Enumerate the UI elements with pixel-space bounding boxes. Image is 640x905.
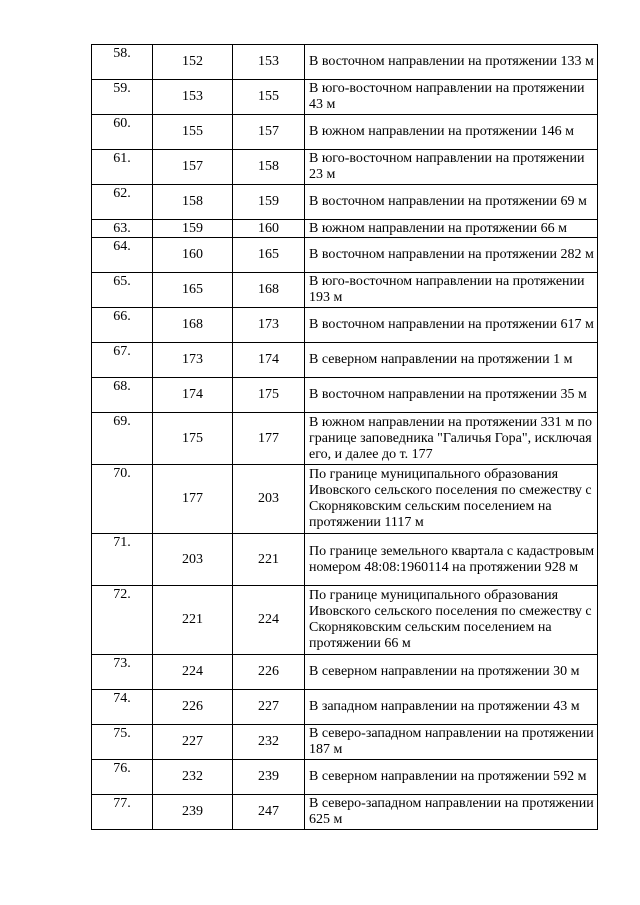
point-from: 227 xyxy=(153,725,233,760)
table-row xyxy=(92,80,598,115)
point-to: 175 xyxy=(233,378,305,413)
point-to: 165 xyxy=(233,238,305,273)
point-from: 168 xyxy=(153,308,233,343)
point-to: 224 xyxy=(233,586,305,655)
row-description: В юго-восточном направлении на протяжении 23 м xyxy=(305,150,598,185)
point-from: 160 xyxy=(153,238,233,273)
point-to: 168 xyxy=(233,273,305,308)
point-to: 203 xyxy=(233,465,305,534)
point-to: 157 xyxy=(233,115,305,150)
row-description: В южном направлении на протяжении 66 м xyxy=(305,220,598,238)
table-row xyxy=(92,534,598,586)
table-row xyxy=(92,586,598,655)
point-from: 173 xyxy=(153,343,233,378)
point-from: 239 xyxy=(153,795,233,830)
point-from: 157 xyxy=(153,150,233,185)
table-row xyxy=(92,115,598,150)
point-to: 221 xyxy=(233,534,305,586)
point-to: 159 xyxy=(233,185,305,220)
point-to: 226 xyxy=(233,655,305,690)
point-from: 152 xyxy=(153,45,233,80)
row-number: 66. xyxy=(92,308,153,343)
row-number: 64. xyxy=(92,238,153,273)
point-to: 177 xyxy=(233,413,305,465)
point-to: 153 xyxy=(233,45,305,80)
row-description: В юго-восточном направлении на протяжении 43 м xyxy=(305,80,598,115)
row-number: 68. xyxy=(92,378,153,413)
point-to: 232 xyxy=(233,725,305,760)
table-row xyxy=(92,238,598,273)
point-to: 158 xyxy=(233,150,305,185)
point-from: 221 xyxy=(153,586,233,655)
point-from: 226 xyxy=(153,690,233,725)
row-number: 61. xyxy=(92,150,153,185)
point-from: 177 xyxy=(153,465,233,534)
row-description: В восточном направлении на протяжении 35 м xyxy=(305,378,598,413)
row-number: 60. xyxy=(92,115,153,150)
point-from: 203 xyxy=(153,534,233,586)
row-number: 67. xyxy=(92,343,153,378)
point-from: 153 xyxy=(153,80,233,115)
row-number: 71. xyxy=(92,534,153,586)
point-from: 232 xyxy=(153,760,233,795)
table-row xyxy=(92,690,598,725)
point-from: 159 xyxy=(153,220,233,238)
row-description: В северном направлении на протяжении 1 м xyxy=(305,343,598,378)
point-to: 160 xyxy=(233,220,305,238)
row-number: 75. xyxy=(92,725,153,760)
point-from: 174 xyxy=(153,378,233,413)
table-row xyxy=(92,795,598,830)
table-row xyxy=(92,760,598,795)
row-description: В северо-западном направлении на протяжении 625 м xyxy=(305,795,598,830)
row-description: В восточном направлении на протяжении 133 м xyxy=(305,45,598,80)
boundary-table-body xyxy=(92,45,598,830)
point-to: 227 xyxy=(233,690,305,725)
row-description: В южном направлении на протяжении 331 м по границе заповедника "Галичья Гора", исключая его, и далее до т. 177 xyxy=(305,413,598,465)
table-row xyxy=(92,343,598,378)
table-row xyxy=(92,378,598,413)
row-number: 73. xyxy=(92,655,153,690)
row-description: В северном направлении на протяжении 592 м xyxy=(305,760,598,795)
row-number: 63. xyxy=(92,220,153,238)
point-from: 224 xyxy=(153,655,233,690)
row-description: По границе земельного квартала с кадастровым номером 48:08:1960114 на протяжении 928 м xyxy=(305,534,598,586)
row-number: 58. xyxy=(92,45,153,80)
point-from: 155 xyxy=(153,115,233,150)
row-number: 74. xyxy=(92,690,153,725)
row-description: В северо-западном направлении на протяжении 187 м xyxy=(305,725,598,760)
row-number: 72. xyxy=(92,586,153,655)
row-number: 69. xyxy=(92,413,153,465)
row-description: В восточном направлении на протяжении 282 м xyxy=(305,238,598,273)
row-description: В северном направлении на протяжении 30 м xyxy=(305,655,598,690)
point-to: 155 xyxy=(233,80,305,115)
row-description: В западном направлении на протяжении 43 м xyxy=(305,690,598,725)
point-to: 174 xyxy=(233,343,305,378)
row-description: В восточном направлении на протяжении 617 м xyxy=(305,308,598,343)
point-from: 165 xyxy=(153,273,233,308)
table-row xyxy=(92,725,598,760)
table-row xyxy=(92,465,598,534)
table-row xyxy=(92,185,598,220)
row-number: 59. xyxy=(92,80,153,115)
boundary-table xyxy=(91,44,598,830)
row-description: В южном направлении на протяжении 146 м xyxy=(305,115,598,150)
row-number: 65. xyxy=(92,273,153,308)
point-to: 247 xyxy=(233,795,305,830)
table-row xyxy=(92,150,598,185)
table-row xyxy=(92,273,598,308)
table-row xyxy=(92,413,598,465)
row-description: По границе муниципального образования Ивовского сельского поселения по смежеству с Скорняковским сельским поселением на протяжении 1117 м xyxy=(305,465,598,534)
row-number: 76. xyxy=(92,760,153,795)
table-row xyxy=(92,308,598,343)
point-to: 173 xyxy=(233,308,305,343)
table-row xyxy=(92,655,598,690)
table-row xyxy=(92,45,598,80)
row-description: В восточном направлении на протяжении 69 м xyxy=(305,185,598,220)
point-from: 175 xyxy=(153,413,233,465)
row-number: 62. xyxy=(92,185,153,220)
row-number: 77. xyxy=(92,795,153,830)
table-row xyxy=(92,220,598,238)
row-description: По границе муниципального образования Ивовского сельского поселения по смежеству с Скорняковским сельским поселением на протяжении 66 м xyxy=(305,586,598,655)
point-to: 239 xyxy=(233,760,305,795)
row-number: 70. xyxy=(92,465,153,534)
point-from: 158 xyxy=(153,185,233,220)
row-description: В юго-восточном направлении на протяжении 193 м xyxy=(305,273,598,308)
